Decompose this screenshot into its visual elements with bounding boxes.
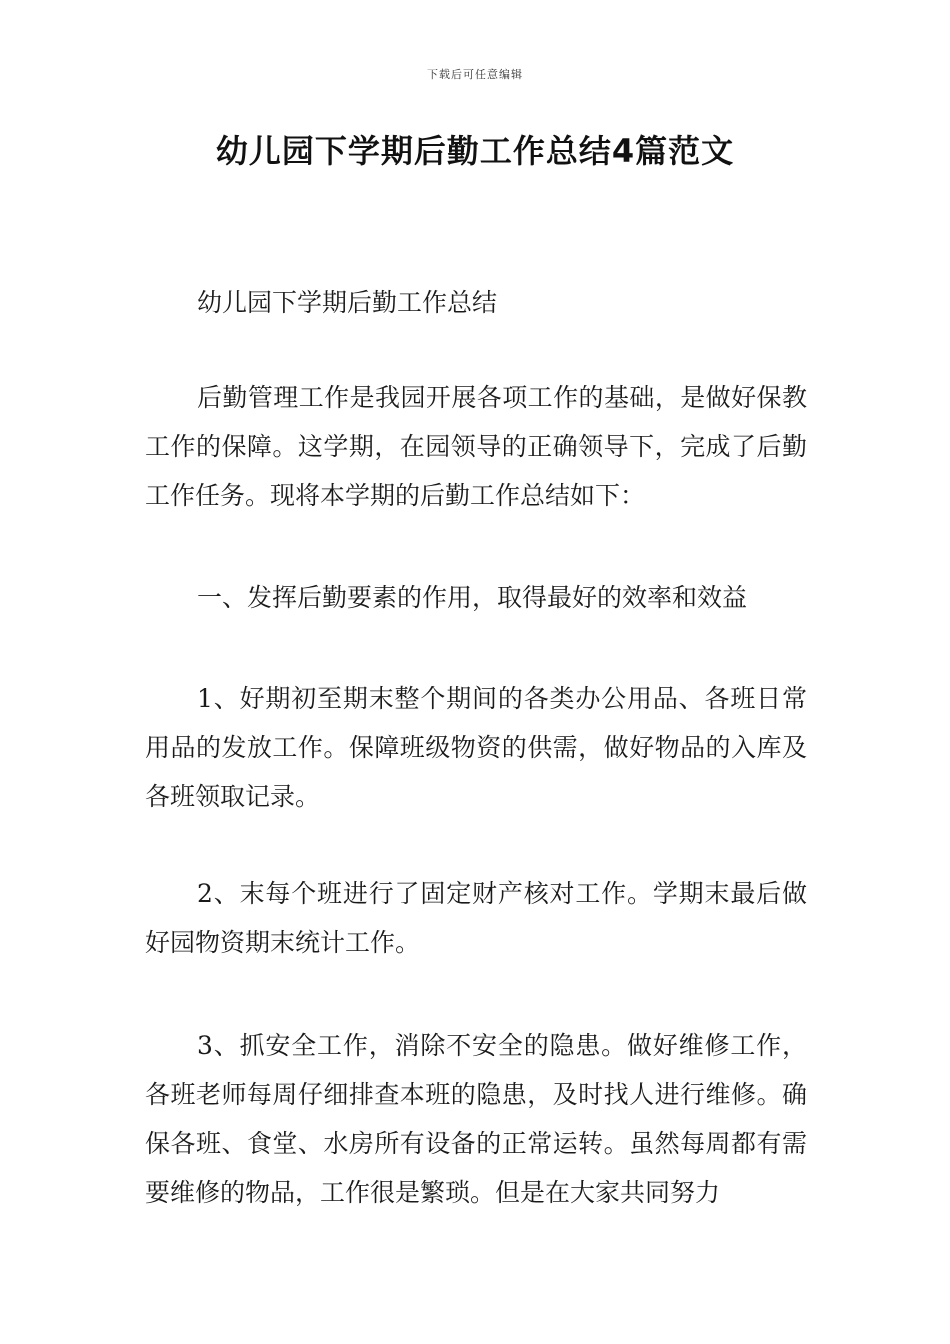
list-item: 1、好期初至期末整个期间的各类办公用品、各班日常用品的发放工作。保障班级物资的供需，做好物品的入库及各班领取记录。 xyxy=(145,684,807,811)
section-subtitle: 幼儿园下学期后勤工作总结 xyxy=(197,288,498,317)
list-item: 3、抓安全工作，消除不安全的隐患。做好维修工作，各班老师每周仔细排查本班的隐患，及时找人进行维修。确保各班、食堂、水房所有设备的正常运转。虽然每周都有需要维修的物品，工作很是繁琐。但是在大家共同努力 xyxy=(145,1031,807,1207)
list-item: 2、末每个班进行了固定财产核对工作。学期末最后做好园物资期末统计工作。 xyxy=(145,879,807,957)
header-note: 下载后可任意编辑 xyxy=(427,68,523,81)
document-title: 幼儿园下学期后勤工作总结4篇范文 xyxy=(215,132,735,170)
section-heading-1: 一、发挥后勤要素的作用，取得最好的效率和效益 xyxy=(197,583,748,612)
intro-paragraph: 后勤管理工作是我园开展各项工作的基础，是做好保教工作的保障。这学期，在园领导的正确领导下，完成了后勤工作任务。现将本学期的后勤工作总结如下： xyxy=(145,383,807,510)
